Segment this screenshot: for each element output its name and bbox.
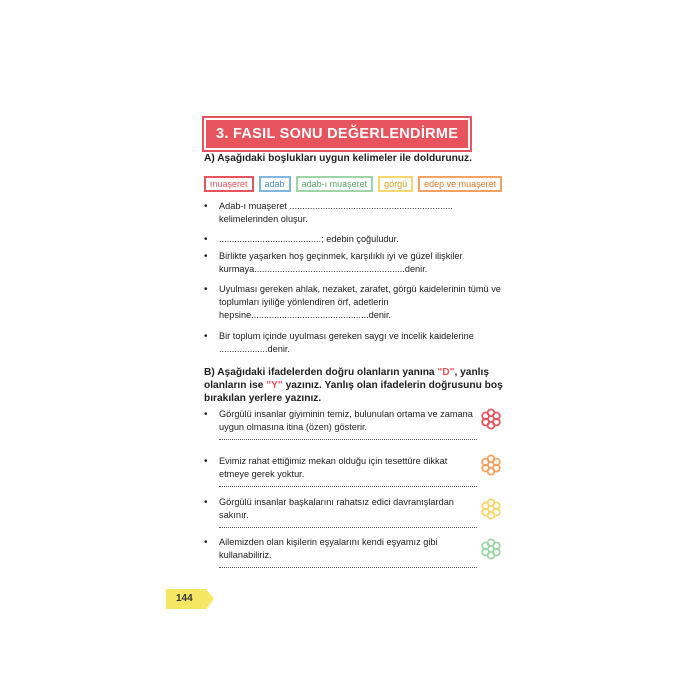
tf-item-text: Ailemizden olan kişilerin eşyalarını kendi eşyamız gibi kullanabiliriz.	[219, 537, 438, 560]
bullet: •	[204, 537, 208, 548]
flower-answer-box-icon[interactable]	[480, 454, 502, 476]
section-b-instruction	[204, 366, 504, 405]
answer-line[interactable]	[219, 438, 477, 440]
section-b-text-1: B) Aşağıdaki ifadelerden doğru olanların yanına	[204, 367, 438, 378]
tf-item-2	[204, 455, 484, 487]
answer-line[interactable]	[219, 485, 477, 487]
tf-item-4	[204, 536, 484, 568]
section-b-text-3: yazınız. Yanlış olan ifadelerin doğrusunu boş bırakılan yerlere yazınız.	[204, 380, 503, 404]
bullet: •	[204, 251, 208, 262]
flower-answer-box-icon[interactable]	[480, 408, 502, 430]
tf-item-1	[204, 408, 484, 440]
bullet: •	[204, 409, 208, 420]
tf-item-text: Evimiz rahat ettiğimiz mekan olduğu için tesettüre dikkat etmeye gerek yoktur.	[219, 456, 448, 479]
tf-item-3	[204, 496, 484, 528]
bullet: •	[204, 201, 208, 212]
tf-item-text: Görgülü insanlar giyiminin temiz, bulunulan ortama ve zamana uygun olmasına itina (özen) gösterir.	[219, 409, 473, 432]
fill-item-1[interactable]	[204, 200, 504, 226]
tf-item-text: Görgülü insanlar başkalarını rahatsız edici davranışlardan sakınır.	[219, 497, 454, 520]
fill-item-text: Uyulması gereken ahlak, nezaket, zarafet, görgü kaidelerinin tümü ve toplumları iyiliğe yönlendiren örf, adetlerin hepsine..............................................denir.	[219, 284, 501, 320]
flower-answer-box-icon[interactable]	[480, 538, 502, 560]
word-adab-i-muaseret: adab-ı muaşeret	[296, 176, 374, 192]
fill-item-text: ........................................; edebin çoğuludur.	[219, 234, 399, 244]
bullet: •	[204, 234, 208, 245]
page-number: 144	[176, 593, 193, 604]
fill-item-3[interactable]	[204, 250, 504, 276]
word-bank	[204, 176, 502, 192]
fill-item-text: Bir toplum içinde uyulması gereken saygı ve incelik kaidelerine ...................denir.	[219, 331, 474, 354]
fill-item-text: Birlikte yaşarken hoş geçinmek, karşılıklı iyi ve güzel ilişkiler kurmaya...........................................................denir.	[219, 251, 463, 274]
page-title: 3. FASIL SONU DEĞERLENDİRME	[204, 118, 470, 150]
flower-answer-box-icon[interactable]	[480, 498, 502, 520]
fill-item-5[interactable]	[204, 330, 504, 356]
true-marker: "D"	[437, 367, 455, 378]
section-a-instruction: A) Aşağıdaki boşlukları uygun kelimeler ile doldurunuz.	[204, 153, 472, 164]
word-muaseret: muaşeret	[204, 176, 254, 192]
bullet: •	[204, 497, 208, 508]
section-b-text-2: , yanlış olanların ise	[204, 367, 489, 391]
word-edep-ve-muaseret: edep ve muaşeret	[418, 176, 502, 192]
word-gorgu: görgü	[378, 176, 413, 192]
bullet: •	[204, 284, 208, 295]
title-container	[204, 118, 470, 150]
answer-line[interactable]	[219, 526, 477, 528]
page-number-tab	[166, 589, 214, 609]
fill-item-2[interactable]	[204, 233, 504, 246]
false-marker: "Y"	[266, 380, 283, 391]
word-adab: adab	[259, 176, 291, 192]
fill-item-4[interactable]	[204, 283, 504, 322]
answer-line[interactable]	[219, 566, 477, 568]
bullet: •	[204, 331, 208, 342]
fill-item-text: Adab-ı muaşeret ................................................................ kelimelerinden oluşur.	[219, 201, 453, 224]
bullet: •	[204, 456, 208, 467]
